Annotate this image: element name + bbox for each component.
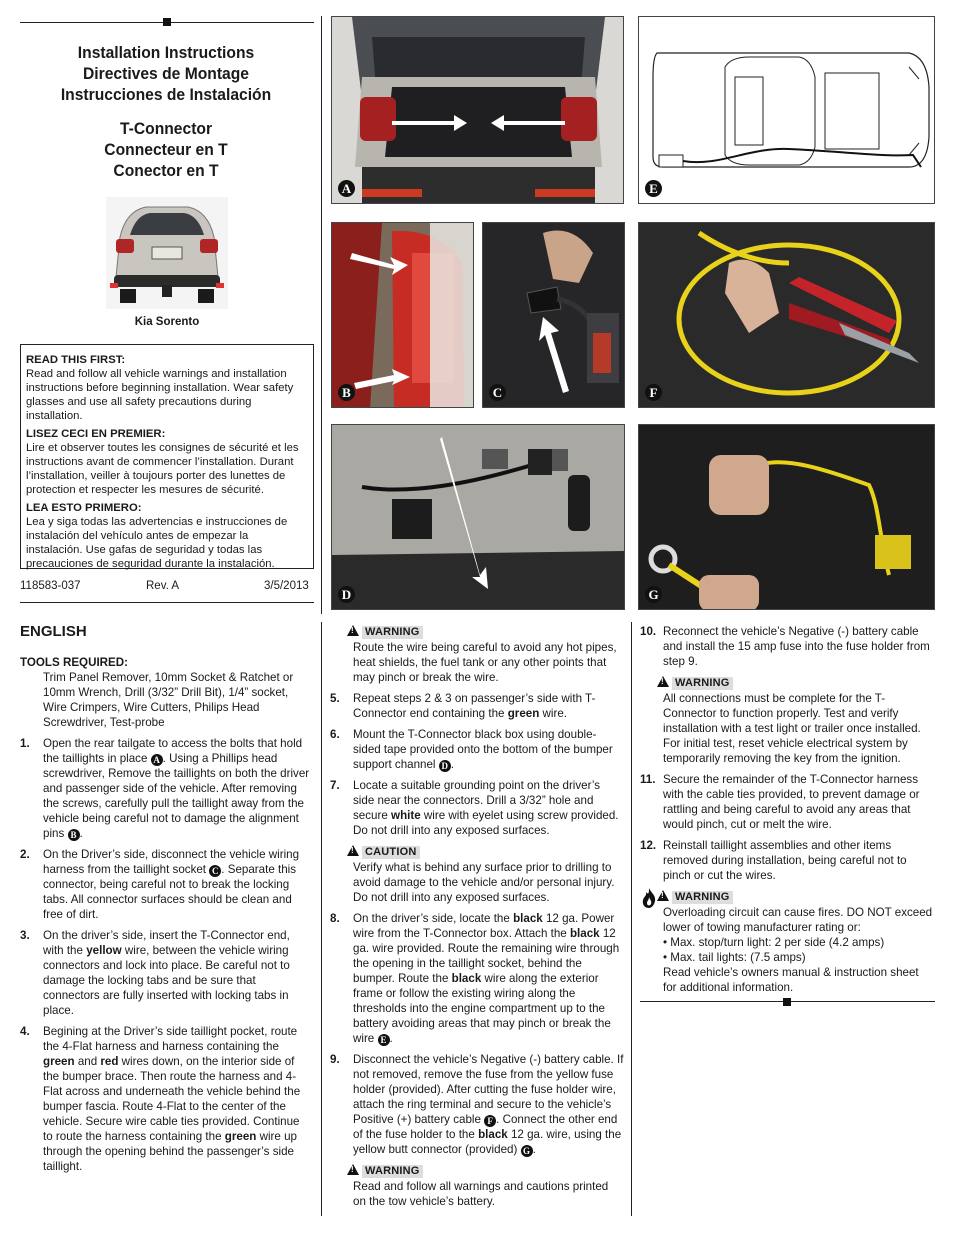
title-group-installation — [20, 42, 312, 105]
step-4-wire-green-2: green — [224, 1130, 257, 1143]
read-first-heading-fr: LISEZ CECI EN PREMIER: — [26, 428, 166, 440]
step-8-wire-black: black — [513, 912, 543, 925]
photo-g-butt-connector — [638, 424, 935, 610]
meta-rule — [20, 602, 314, 603]
step-7 — [330, 778, 624, 838]
photo-label-c: C — [489, 384, 506, 401]
step-11 — [640, 772, 935, 832]
step-9-number: 9. — [330, 1053, 340, 1066]
step-2-number: 2. — [20, 848, 30, 861]
step-4-text-a: Begining at the Driver’s side taillight pocket, route the 4-Flat harness and harness containing the — [43, 1025, 298, 1053]
caution-1-tag: CAUTION — [362, 846, 420, 859]
photo-a-cargo-area — [331, 16, 624, 204]
revision: Rev. A — [146, 580, 180, 592]
photo-c-connector — [482, 222, 625, 408]
photo-label-a: A — [338, 180, 355, 197]
photo-ref-e: E — [378, 1034, 390, 1046]
warning-3-tag: WARNING — [672, 677, 733, 690]
step-1-text-b: . Using a Phillips head screwdriver, Remove the taillights on both the driver and passenger side of the vehicle. After removing the screws, carefully pull the taillight away from the vehicle being careful not to damage the alignment pins — [43, 752, 310, 840]
warning-4-line-2: • Max. stop/turn light: 2 per side (4.2 amps) — [663, 936, 885, 949]
step-8 — [330, 911, 624, 1046]
warning-4-tag: WARNING — [672, 891, 733, 904]
read-first-heading-es: LEA ESTO PRIMERO: — [26, 502, 142, 514]
step-10-number: 10. — [640, 625, 657, 638]
caution-1-text: Verify what is behind any surface prior to drilling to avoid damage to the vehicle and/or personal injury. Do not drill into any exposed surfaces. — [353, 861, 615, 904]
step-5-text-c: wire. — [542, 707, 568, 720]
step-7-wire-white: white — [391, 809, 421, 822]
photo-ref-a: A — [151, 754, 163, 766]
step-11-number: 11. — [640, 773, 656, 786]
step-8-number: 8. — [330, 912, 340, 925]
step-4-text-e: wires down, on the interior side of the bumper brace. Then route the harness and 4-Flat across and underneath the vehicle behind the bumper fascia. Route 4-Flat to the center of the vehicle. Secure wire cable ties provided. Continue to route the harness containing the — [43, 1055, 301, 1143]
step-5 — [330, 691, 624, 721]
step-4-wire-green: green — [43, 1055, 75, 1068]
step-12-text: Reinstall taillight assemblies and other items removed during installation, being careful not to pinch or cut the wires. — [663, 839, 907, 882]
photo-label-b: B — [338, 384, 355, 401]
top-rule-marker — [163, 18, 171, 26]
read-first-heading-en: READ THIS FIRST: — [26, 354, 126, 366]
photo-ref-f: F — [484, 1115, 496, 1127]
step-3-text-a: On the driver’s side, insert the T-Connector end, with the — [43, 929, 290, 957]
warning-triangle-icon — [347, 845, 359, 856]
step-9 — [330, 1052, 624, 1157]
title-en: Installation Instructions — [77, 43, 255, 62]
date: 3/5/2013 — [264, 580, 309, 592]
title-group-product — [20, 118, 312, 181]
column-1 — [20, 624, 312, 1180]
step-1 — [20, 736, 312, 841]
step-12 — [640, 838, 935, 883]
photo-ref-g: G — [521, 1145, 533, 1157]
photo-f-cutting-wire — [638, 222, 935, 408]
warning-2-tag: WARNING — [362, 1165, 423, 1178]
step-3-number: 3. — [20, 929, 30, 942]
warning-4-line-4: Read vehicle’s owners manual & instruction sheet for additional information. — [663, 966, 919, 994]
step-5-wire-green: green — [507, 707, 540, 720]
step-8-text-e: 12 ga. wire provided. Route the remaining wire through the opening in the taillight socket, behind the bumper. Route the — [353, 927, 620, 985]
step-6-number: 6. — [330, 728, 340, 741]
read-first-text-en: Read and follow all vehicle warnings and installation instructions before beginning installation. Wear safety glasses and use all safety precautions during installation. — [26, 368, 294, 422]
step-1-text-c: . — [79, 827, 83, 840]
step-1-text-a: Open the rear tailgate to access the bolts that hold the taillights in place — [43, 737, 303, 765]
column-2 — [330, 624, 624, 1215]
step-4 — [20, 1024, 312, 1174]
step-8-text-g: wire along the exterior frame or follow the existing wiring along the thresholds into the engine compartment up to the battery avoiding areas that may pinch or break the wire — [353, 972, 611, 1045]
step-4-wire-red: red — [100, 1055, 119, 1068]
step-5-text-a: Repeat steps 2 & 3 on passenger’s side with T-Connector end containing the — [353, 692, 596, 720]
step-8-wire-black-3: black — [451, 972, 482, 985]
step-9-text-e: . — [532, 1143, 536, 1156]
column-divider-1 — [321, 622, 322, 1216]
warning-triangle-icon — [347, 625, 359, 636]
step-7-number: 7. — [330, 779, 340, 792]
step-10 — [640, 624, 935, 669]
caution-1 — [330, 844, 624, 905]
warning-2-text: Read and follow all warnings and cautions printed on the tow vehicle’s battery. — [353, 1180, 609, 1208]
title-fr: Directives de Montage — [82, 64, 250, 83]
step-10-text: Reconnect the vehicle’s Negative (-) battery cable and install the 15 amp fuse into the fuse holder from step 9. — [663, 625, 930, 668]
photo-label-f: F — [645, 384, 662, 401]
step-4-text-g: wire up through the opening behind the passenger’s side taillight. — [43, 1130, 297, 1173]
step-8-text-h: . — [389, 1032, 393, 1045]
read-first-box — [20, 344, 314, 569]
step-3-wire-yellow: yellow — [86, 944, 122, 957]
step-9-text-d: 12 ga. wire, using the yellow butt connector (provided) — [353, 1128, 622, 1156]
part-number: 118583-037 — [20, 580, 81, 592]
photo-ref-d: D — [439, 760, 451, 772]
step-8-text-c: 12 ga. Power wire from the T-Connector box. Attach the — [353, 912, 615, 940]
vehicle-caption: Kia Sorento — [134, 316, 200, 328]
photo-label-g: G — [645, 586, 662, 603]
read-first-text-fr: Lire et observer toutes les consignes de sécurité et les instructions avant de commencer l’installation. Durant l’installation, veiller à toujours porter des lunettes de protection et respecter les mesures de sécurité. — [26, 442, 299, 496]
step-7-text-c: wire with eyelet using screw provided. Do not drill into any exposed surfaces. — [353, 809, 619, 837]
fire-icon — [640, 887, 658, 909]
tools-heading: TOOLS REQUIRED: — [20, 656, 129, 669]
end-rule-marker — [783, 998, 791, 1006]
section-heading-english: ENGLISH — [20, 623, 87, 640]
warning-4-line-1: Overloading circuit can cause fires. DO NOT exceed lower of towing manufacturer rating or: — [663, 906, 933, 934]
warning-4 — [640, 889, 935, 995]
product-en: T-Connector — [119, 119, 213, 138]
step-1-number: 1. — [20, 737, 30, 750]
photo-label-d: D — [338, 586, 355, 603]
photo-label-e: E — [645, 180, 662, 197]
warning-1-text: Route the wire being careful to avoid any hot pipes, heat shields, the fuel tank or any other points that may pinch or break the wire. — [353, 641, 617, 684]
step-9-text-a: Disconnect the vehicle’s Negative (-) battery cable. If not removed, remove the fuse from the yellow fuse holder (provided). After cutting the fuse holder wire, attach the ring terminal and secure to the vehicle’s Positive (+) battery cable — [353, 1053, 624, 1126]
step-8-text-a: On the driver’s side, locate the — [353, 912, 510, 925]
photo-b-taillight — [331, 222, 474, 408]
step-9-wire-black: black — [478, 1128, 508, 1141]
product-fr: Connecteur en T — [104, 140, 228, 159]
step-8-wire-black-2: black — [569, 927, 600, 940]
warning-1-tag: WARNING — [362, 626, 423, 639]
step-4-text-c: and — [77, 1055, 98, 1068]
warning-3-text: All connections must be complete for the T-Connector to function properly. Test and verify installation with a test light or trailer once installed. For initial test, reset vehicle electrical system by temporarily removing the key from the ignition. — [663, 692, 921, 765]
step-5-number: 5. — [330, 692, 340, 705]
photo-ref-c: C — [209, 865, 221, 877]
step-2-text-b: . Separate this connector, being careful not to break the locking tabs. All connector surfaces should be clean and free of dirt. — [43, 863, 297, 921]
product-es: Conector en T — [113, 161, 219, 180]
step-2-text-a: On the Driver’s side, disconnect the vehicle wiring harness from the taillight socket — [43, 848, 300, 876]
step-6 — [330, 727, 624, 772]
column-divider-2 — [631, 622, 632, 1216]
warning-triangle-icon — [657, 676, 669, 687]
step-9-text-b: . Connect the other end of the fuse holder to the — [353, 1113, 618, 1141]
read-first-text-es: Lea y siga todas las advertencias e instrucciones de instalación del vehículo antes de empezar la instalación. Use gafas de seguridad y todas las precauciones de seguridad durante la instalación. — [26, 516, 288, 570]
step-6-text-a: Mount the T-Connector black box using double-sided tape provided onto the bottom of the bumper support channel — [353, 728, 613, 771]
step-11-text: Secure the remainder of the T-Connector harness with the cable ties provided, to prevent damage or rattling and being careful to avoid any areas that would pinch, cut or melt the wire. — [663, 773, 920, 831]
step-7-text-a: Locate a suitable grounding point on the driver’s side near the connectors. Drill a 3/32” hole and secure — [353, 779, 601, 822]
tools-text: Trim Panel Remover, 10mm Socket & Ratchet or 10mm Wrench, Drill (3/32” Drill Bit), 1/4” socket, Wire Crimpers, Wire Cutters, Philips Head Screwdriver, Test-probe — [43, 671, 294, 729]
photo-e-routing-diagram — [638, 16, 935, 204]
warning-triangle-icon — [657, 890, 669, 901]
warning-3 — [640, 675, 935, 766]
photo-ref-b: B — [68, 829, 80, 841]
vehicle-image — [106, 197, 228, 309]
warning-4-line-3: • Max. tail lights: (7.5 amps) — [663, 951, 806, 964]
warning-1 — [330, 624, 624, 685]
step-4-number: 4. — [20, 1025, 30, 1038]
step-3-text-c: wire, between the vehicle wiring connectors and lock into place. Be careful not to damage the locking tabs and be sure that connectors are fully inserted with locking tabs in place. — [43, 944, 290, 1017]
photo-d-box-mounting — [331, 424, 625, 610]
step-12-number: 12. — [640, 839, 657, 852]
step-6-text-b: . — [450, 758, 454, 771]
warning-triangle-icon — [347, 1164, 359, 1175]
step-2 — [20, 847, 312, 922]
column-divider-top — [321, 16, 322, 614]
column-3 — [640, 624, 935, 1002]
step-3 — [20, 928, 312, 1018]
title-es: Instrucciones de Instalación — [60, 85, 272, 104]
warning-2 — [330, 1163, 624, 1209]
